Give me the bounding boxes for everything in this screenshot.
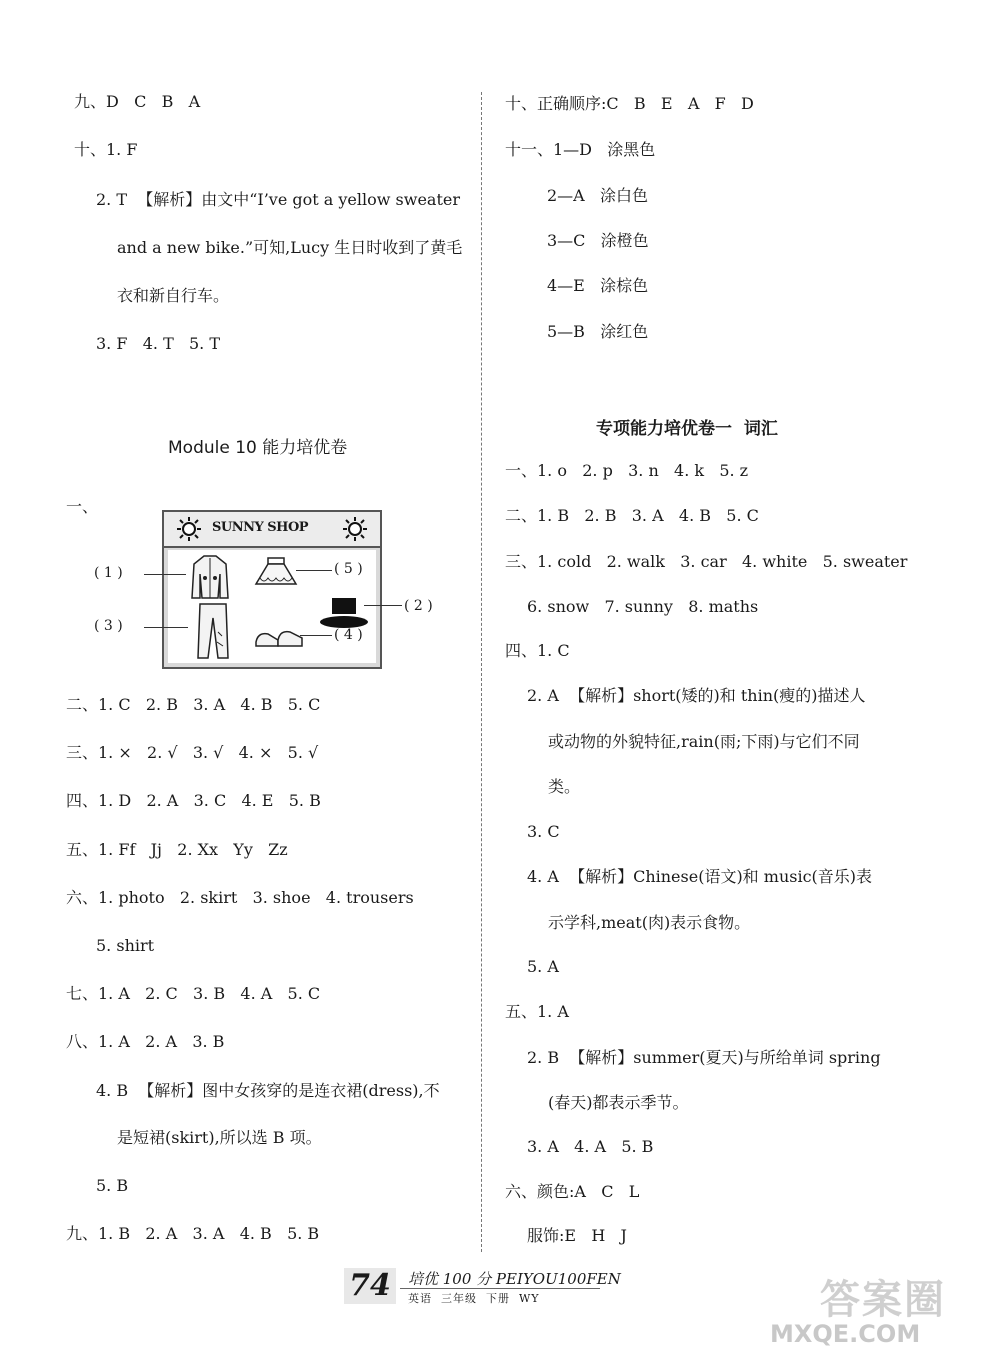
answer-line: 六、颜色:A C L — [505, 1182, 640, 1201]
answer-explanation: 4. A 【解析】Chinese(语文)和 music(音乐)表 — [527, 867, 873, 886]
answer-line: 3. C — [527, 822, 560, 841]
answer-explanation: 4. B 【解析】图中女孩穿的是连衣裙(dress),不 — [96, 1081, 440, 1100]
section-title: 专项能力培优卷一 词汇 — [596, 419, 778, 439]
answer-line: 5—B 涂红色 — [547, 322, 649, 341]
picture-label-2: ( 2 ) — [404, 598, 433, 614]
sun-icon — [342, 516, 368, 542]
answer-line: 3. F 4. T 5. T — [96, 334, 221, 353]
watermark-logo: 答案圈 — [820, 1277, 946, 1323]
answer-line: 四、1. D 2. A 3. C 4. E 5. B — [66, 791, 321, 810]
answer-line: 八、1. A 2. A 3. B — [66, 1032, 225, 1051]
footer-rule — [400, 1288, 600, 1289]
answer-explanation: 2. A 【解析】short(矮的)和 thin(瘦的)描述人 — [527, 686, 866, 705]
answer-explanation: and a new bike.”可知,Lucy 生日时收到了黄毛 — [117, 238, 463, 257]
answer-explanation: 衣和新自行车。 — [117, 286, 230, 305]
answer-explanation: 示学科,meat(肉)表示食物。 — [548, 913, 751, 932]
footer-subtitle: 英语 三年级 下册 WY — [408, 1292, 540, 1305]
module-title: Module 10 能力培优卷 — [168, 438, 348, 458]
figure-question-label: 一、 — [66, 497, 99, 516]
picture-label-1: ( 1 ) — [94, 565, 123, 581]
shoes-icon — [254, 624, 304, 650]
answer-line: 3—C 涂橙色 — [547, 231, 649, 250]
pointer-line — [364, 605, 402, 606]
answer-line: 6. snow 7. sunny 8. maths — [527, 597, 759, 616]
skirt-icon — [254, 556, 298, 588]
answer-line: 服饰:E H J — [527, 1226, 627, 1245]
sun-icon — [176, 516, 202, 542]
sunny-shop-figure — [162, 510, 382, 669]
hat-icon — [318, 596, 370, 630]
answer-line: 5. A — [527, 957, 559, 976]
answer-line: 三、1. cold 2. walk 3. car 4. white 5. sweater — [505, 552, 908, 571]
answer-explanation: 2. B 【解析】summer(夏天)与所给单词 spring — [527, 1048, 881, 1067]
watermark-url: MXQE.COM — [770, 1320, 921, 1348]
answer-line: 九、1. B 2. A 3. A 4. B 5. B — [66, 1224, 320, 1243]
answer-line: 三、1. × 2. √ 3. √ 4. × 5. √ — [66, 743, 319, 762]
page-number: 74 — [344, 1268, 396, 1304]
shop-sign — [164, 512, 380, 548]
footer-brand: 培优 100 分 PEIYOU100FEN — [408, 1270, 621, 1288]
pointer-line — [144, 574, 186, 575]
shop-title: SUNNY SHOP — [212, 520, 309, 535]
trousers-icon — [196, 602, 230, 660]
answer-line: 五、1. A — [505, 1002, 569, 1021]
answer-explanation: 是短裙(skirt),所以选 B 项。 — [117, 1128, 322, 1147]
answer-line: 五、1. Ff Jj 2. Xx Yy Zz — [66, 840, 288, 859]
answer-line: 3. A 4. A 5. B — [527, 1137, 654, 1156]
answer-line: 5. B — [96, 1176, 129, 1195]
answer-line: 七、1. A 2. C 3. B 4. A 5. C — [66, 984, 321, 1003]
answer-line: 六、1. photo 2. skirt 3. shoe 4. trousers — [66, 888, 414, 907]
answer-line: 十、1. F — [74, 140, 138, 159]
answer-line: 4—E 涂棕色 — [547, 276, 649, 295]
answer-line: 十、正确顺序:C B E A F D — [505, 94, 754, 113]
picture-label-4: ( 4 ) — [334, 627, 363, 643]
answer-explanation: 类。 — [548, 777, 581, 796]
answer-line: 2—A 涂白色 — [547, 186, 648, 205]
column-divider — [481, 92, 482, 1252]
answer-line: 四、1. C — [505, 641, 570, 660]
pointer-line — [300, 635, 332, 636]
answer-explanation: 2. T 【解析】由文中“I’ve got a yellow sweater — [96, 190, 461, 209]
jacket-icon — [190, 554, 230, 600]
answer-line: 二、1. C 2. B 3. A 4. B 5. C — [66, 695, 321, 714]
answer-explanation: (春天)都表示季节。 — [548, 1093, 689, 1112]
picture-label-5: ( 5 ) — [334, 561, 363, 577]
answer-explanation: 或动物的外貌特征,rain(雨;下雨)与它们不同 — [548, 732, 860, 751]
pointer-line — [144, 627, 188, 628]
answer-line: 一、1. o 2. p 3. n 4. k 5. z — [505, 461, 749, 480]
pointer-line — [296, 570, 332, 571]
answer-line: 十一、1—D 涂黑色 — [505, 140, 656, 159]
picture-label-3: ( 3 ) — [94, 618, 123, 634]
answer-line: 5. shirt — [96, 936, 155, 955]
answer-line: 九、D C B A — [74, 92, 201, 111]
answer-line: 二、1. B 2. B 3. A 4. B 5. C — [505, 506, 759, 525]
